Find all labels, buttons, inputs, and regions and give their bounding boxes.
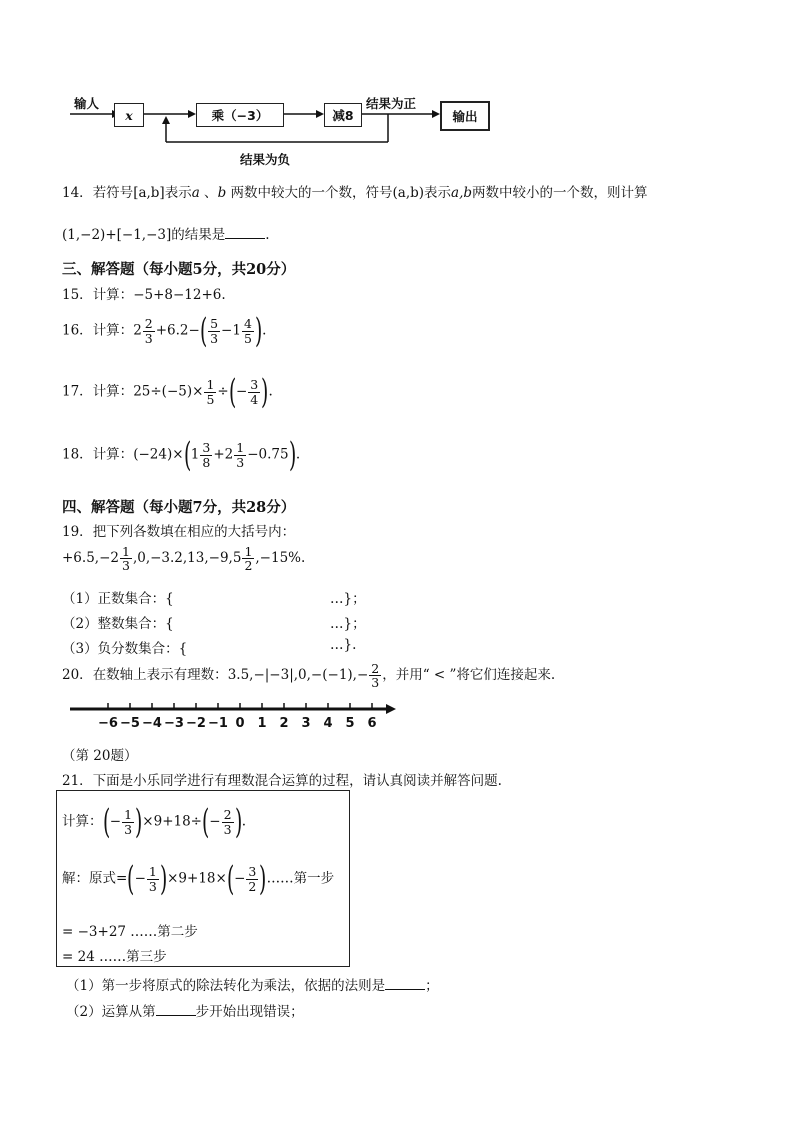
right-paren: ) (288, 435, 296, 475)
q21-sub-2-text: （2）运算从第 (66, 1004, 156, 1020)
question-number: 16． (62, 322, 93, 339)
q19-set-integer-end: …}； (330, 616, 366, 632)
q14-symbol: (a,b) (392, 185, 425, 201)
q15-expression: −5+8−12+6 (133, 287, 222, 303)
number-line-tick-label: 3 (301, 716, 311, 731)
q14-text: 若符号 (92, 185, 134, 201)
right-paren: ) (159, 859, 168, 899)
q21-step-2: = −3+27 ……第二步 (62, 924, 198, 940)
q14-text: 表示 (164, 185, 192, 201)
q19-set-positive-end: …}； (330, 591, 366, 607)
q14-var: b (217, 185, 227, 201)
q14-text: 两数中较大的一个数，符号 (226, 185, 393, 201)
section-4-title: 四、解答题（每小题7分，共28分） (62, 499, 296, 516)
question-number: 21． (62, 773, 93, 789)
q16-fraction-1: $\frac{2}{3}$ (144, 316, 153, 346)
question-19-numbers (62, 545, 305, 572)
q19-fraction-2: $\frac{1}{2}$ (244, 544, 253, 574)
section-3-title: 三、解答题（每小题5分，共20分） (62, 261, 296, 278)
q21-sub-1 (66, 974, 439, 994)
q16-whole: 2 (133, 322, 142, 339)
q18-plus: +2 (213, 446, 234, 463)
number-line-tick-label: 4 (323, 716, 333, 731)
minus-sign: − (234, 870, 246, 887)
q21-calc-label: 计算： (62, 813, 103, 830)
q18-expression: (−24)× (133, 446, 184, 463)
q18-tail: −0.75 (247, 446, 289, 463)
right-paren: ) (234, 802, 242, 842)
q16-mid: +6.2− (155, 322, 200, 339)
flowchart-multiply-box: 乘（−3） (196, 103, 284, 127)
flowchart-output-box: 输出 (440, 101, 490, 131)
q21-step-label: ……第一步 (266, 870, 335, 887)
q19-text: 把下列各数填在相应的大括号内： (92, 524, 296, 540)
q14-symbol: [a,b] (133, 185, 165, 201)
minus-sign: − (109, 813, 122, 830)
q21-fraction-1: $\frac{1}{3}$ (124, 807, 133, 837)
number-line-tick-label: 6 (367, 716, 377, 731)
q16-end: . (262, 322, 267, 339)
q18-fraction-1: $\frac{3}{8}$ (202, 440, 211, 470)
q18-fraction-2: $\frac{1}{3}$ (236, 440, 245, 470)
q21-mid: ×9+18× (167, 870, 227, 887)
q21-text: 下面是小乐同学进行有理数混合运算的过程，请认真阅读并解答问题. (92, 773, 502, 789)
flowchart-negative-label: 结果为负 (240, 152, 291, 167)
q21-mid: ×9+18÷ (142, 813, 202, 830)
q16-fraction-2: $\frac{5}{3}$ (210, 316, 219, 346)
left-paren: ( (226, 859, 235, 899)
number-line-tick-label: 2 (279, 716, 289, 731)
question-number: 15． (62, 287, 93, 303)
q19-set-positive: （1）正数集合：{ (62, 591, 174, 607)
q19-numbers: ,−15%. (255, 550, 306, 567)
question-18 (62, 435, 301, 475)
question-number: 17． (62, 383, 93, 400)
q15-label: 计算： (92, 287, 134, 303)
question-16 (62, 311, 267, 351)
question-number: 19． (62, 524, 93, 540)
question-14-line2: (1,−2)+[−1,−3]的结果是 . (62, 227, 270, 243)
q17-div: ÷ (217, 383, 229, 400)
q21-solution-label: 解：原式= (62, 870, 128, 887)
number-line-tick-label: −2 (186, 716, 206, 731)
q17-end: . (268, 383, 273, 400)
q20-caption: （第 20题） (62, 748, 138, 764)
question-19-prompt (62, 520, 295, 540)
q21-sub-2 (66, 1000, 304, 1020)
q14-expression: (1,−2)+[−1,−3] (62, 227, 172, 243)
flowchart-positive-label: 结果为正 (366, 96, 417, 111)
question-number: 14． (62, 185, 93, 201)
right-paren: ) (261, 372, 269, 412)
right-paren: ) (135, 802, 143, 842)
q17-neg: − (235, 383, 248, 400)
q20-text: ，并用“ < ”将它们连接起来. (382, 667, 556, 684)
q18-end: . (295, 446, 301, 463)
q19-set-integer: （2）整数集合：{ (62, 616, 174, 632)
q21-sub-1-text: （1）第一步将原式的除法转化为乘法，依据的法则是 (66, 978, 386, 994)
q18-label: 计算： (92, 446, 134, 463)
answer-blank (156, 1015, 196, 1016)
q15-end: . (221, 287, 226, 303)
q21-fraction-2: $\frac{2}{3}$ (223, 807, 232, 837)
number-line-tick-label: 0 (235, 716, 245, 731)
q19-numbers: +6.5,−2 (62, 550, 119, 567)
left-paren: ( (183, 435, 191, 475)
number-line-tick-label: 1 (257, 716, 267, 731)
q21-solution-line (62, 859, 335, 899)
question-number: 18． (62, 446, 93, 463)
question-17 (62, 372, 273, 412)
q19-set-negative-fraction: （3）负分数集合：{ (62, 641, 188, 657)
q19-set-negative-fraction-end: …}. (330, 637, 357, 653)
minus-sign: − (134, 870, 146, 887)
right-paren: ) (254, 311, 263, 351)
q16-minus: −1 (221, 322, 241, 339)
q21-sub-1-end: ； (425, 978, 439, 994)
q21-fraction-4: $\frac{3}{2}$ (248, 864, 257, 894)
number-line-tick-label: 5 (345, 716, 355, 731)
q17-fraction-2: $\frac{3}{4}$ (250, 377, 259, 407)
question-number: 20． (62, 667, 93, 684)
q21-calc-line (62, 802, 247, 842)
q17-expression: 25÷(−5)× (133, 383, 204, 400)
left-paren: ( (127, 859, 135, 899)
question-21 (62, 769, 502, 789)
q21-sub-2-text: 步开始出现错误； (195, 1004, 304, 1020)
question-14-line1 (62, 181, 648, 201)
number-line-tick-label: −3 (164, 716, 184, 731)
flowchart-x-box: x (114, 103, 144, 127)
number-line-tick-label: −5 (120, 716, 140, 731)
left-paren: ( (102, 802, 110, 842)
left-paren: ( (201, 802, 210, 842)
answer-blank (225, 238, 265, 239)
number-line-tick-label: −6 (98, 716, 118, 731)
left-paren: ( (228, 372, 236, 412)
flowchart-minus-box: 减8 (324, 103, 362, 127)
q20-text: 在数轴上表示有理数： (92, 667, 228, 684)
flowchart-input-label: 输人 (74, 96, 100, 111)
q14-text: 表示 (424, 185, 452, 201)
question-20 (62, 662, 555, 689)
right-paren: ) (259, 859, 267, 899)
q20-fraction: $\frac{2}{3}$ (371, 661, 380, 691)
left-paren: ( (199, 311, 208, 351)
answer-blank (385, 989, 425, 990)
q21-fraction-3: $\frac{1}{3}$ (148, 864, 157, 894)
q17-fraction-1: $\frac{1}{5}$ (206, 377, 215, 407)
number-line-tick-label: −1 (208, 716, 228, 731)
q17-label: 计算： (92, 383, 134, 400)
q19-numbers: ,0,−3.2,13,−9,5 (132, 550, 242, 567)
question-15 (62, 283, 226, 303)
number-line-tick-label: −4 (142, 716, 162, 731)
q21-dot: . (241, 813, 247, 830)
q14-text: 两数中较小的一个数，则计算 (472, 185, 648, 201)
q14-var: a (191, 185, 200, 201)
q20-numbers: 3.5,−|−3|,0,−(−1),− (227, 667, 369, 684)
q16-label: 计算： (92, 322, 134, 339)
minus-sign: − (209, 813, 221, 830)
q14-text: 的结果是 (171, 227, 226, 243)
q19-fraction-1: $\frac{1}{3}$ (121, 544, 130, 574)
q16-fraction-3: $\frac{4}{5}$ (243, 316, 252, 346)
q14-var: a,b (451, 185, 473, 201)
q14-text: 、 (199, 185, 218, 201)
q18-whole: 1 (190, 446, 200, 463)
q21-step-3: = 24 ……第三步 (62, 949, 167, 965)
